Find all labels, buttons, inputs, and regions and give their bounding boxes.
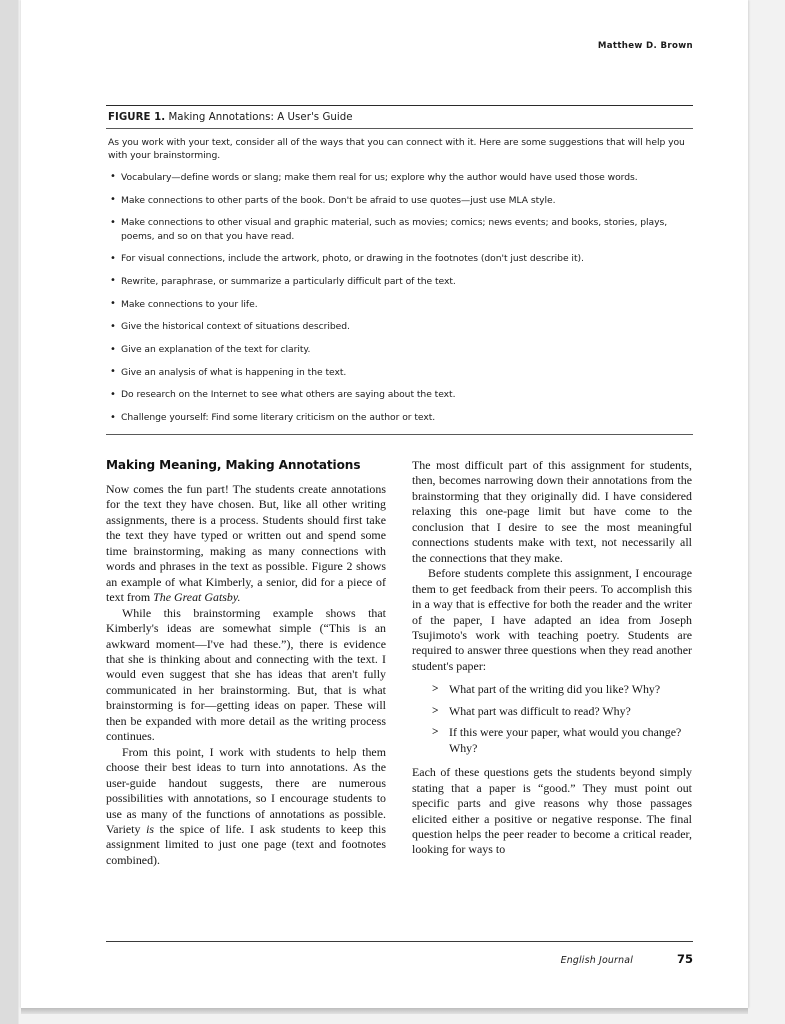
figure-bottom-rule xyxy=(106,434,693,435)
list-item xyxy=(108,343,693,356)
list-item-text: Give an analysis of what is happening in the text. xyxy=(121,366,347,378)
paragraph: Each of these questions gets the students beyond simply stating that a paper is “good.” They must point out specific parts and give reasons why those passages elicited either a positive or negative response. The final question helps the peer reader to become a critical reader, looking for ways to xyxy=(412,765,692,857)
list-item xyxy=(432,704,692,719)
list-item xyxy=(108,298,693,311)
list-item-text: Make connections to other parts of the book. Don't be afraid to use quotes—just use MLA style. xyxy=(121,194,556,206)
list-item xyxy=(108,366,693,379)
list-item xyxy=(108,388,693,401)
list-item xyxy=(108,275,693,288)
list-item-text: Give an explanation of the text for clarity. xyxy=(121,344,311,356)
list-item-text: What part was difficult to read? Why? xyxy=(449,703,631,718)
list-item-text: For visual connections, include the artwork, photo, or drawing in the footnotes (don't just describe it). xyxy=(121,253,584,265)
list-item-text: Challenge yourself: Find some literary criticism on the author or text. xyxy=(121,412,436,424)
list-item-text: What part of the writing did you like? Why? xyxy=(449,682,661,697)
document-page xyxy=(21,0,748,1008)
list-item xyxy=(108,320,693,333)
bullet-icon: • xyxy=(110,343,116,355)
paragraph-text: the spice of life. I ask students to keep this assignment limited to just one page (text and footnotes combined). xyxy=(106,821,386,867)
bullet-icon: • xyxy=(110,388,116,400)
list-item xyxy=(108,194,693,207)
paragraph-text: Now comes the fun part! The students create annotations for the text they have chosen. But, like all other writing assignments, there is a process. Students should first take the text they have typed or written out and spend some time brainstorming, making as many connections with words and phrases in the text as possible. Figure 2 shows an example of what Kimberly, a senior, did for a piece of text from xyxy=(106,482,386,605)
left-column xyxy=(106,458,386,868)
paragraph: The most difficult part of this assignment for students, then, becomes narrowing down their annotations from the brainstorming that they originally did. I have considered relaxing this one-page limit but have come to the conclusion that I desire to see the most meaningful connections students make with text, not necessarily all the connections that they make. xyxy=(412,458,692,565)
list-item-text: Do research on the Internet to see what others are saying about the text. xyxy=(121,389,456,401)
arrow-marker-icon: > xyxy=(432,683,439,696)
page-bottom-shadow xyxy=(21,1008,748,1014)
paragraph-text: From this point, I work with students to help them choose their best ideas to turn into annotations. As the user-guide handout suggests, there are numerous possibilities with annotations, so I encourage students to use as many of the functions of annotations as possible. Variety xyxy=(106,744,386,836)
figure-number-label: FIGURE 1. xyxy=(108,111,166,123)
bullet-icon: • xyxy=(110,194,116,206)
paragraph: Before students complete this assignment, I encourage them to get feedback from their peers. To accomplish this in a way that is effective for both the reader and the writer of the paper, I have adapted an idea from Joseph Tsujimoto's work with teaching poetry. Students are required to answer three questions when they read another student's paper: xyxy=(412,566,692,673)
list-item xyxy=(108,216,693,242)
bullet-icon: • xyxy=(110,171,116,183)
right-column xyxy=(412,458,692,868)
running-head-author: Matthew D. Brown xyxy=(597,41,693,51)
footer-inner xyxy=(106,942,693,966)
peer-question-list xyxy=(412,682,692,756)
bullet-icon: • xyxy=(110,298,116,310)
figure-bullet-list xyxy=(108,171,693,424)
list-item xyxy=(108,252,693,265)
list-item xyxy=(108,171,693,184)
arrow-marker-icon: > xyxy=(432,726,439,739)
emphasis-italic: is xyxy=(146,821,155,836)
figure-title xyxy=(106,106,693,128)
paragraph xyxy=(106,745,386,869)
figure-intro-text: As you work with your text, consider all of the ways that you can connect with it. Here are some suggestions that will help you with your brainstorming. xyxy=(108,136,685,161)
page-footer xyxy=(106,941,693,966)
arrow-marker-icon: > xyxy=(432,704,439,717)
bullet-icon: • xyxy=(110,252,116,264)
list-item-text: Make connections to other visual and graphic material, such as movies; comics; news events; and books, stories, plays, poems, and so on that you have read. xyxy=(121,217,668,242)
list-item-text: Make connections to your life. xyxy=(121,298,258,310)
paragraph: While this brainstorming example shows that Kimberly's ideas are somewhat simple (“This is an awkward moment—I've had these.”), there is evidence that she is thinking about and connecting with the text. I would even suggest that she has ideas that aren't fully communicated in her brainstorming. But, that is what brainstorming is for—getting ideas on paper. These will then be expanded with more detail as the writing process continues. xyxy=(106,605,386,744)
paragraph xyxy=(106,482,386,606)
list-item-text: Rewrite, paraphrase, or summarize a particularly difficult part of the text. xyxy=(121,275,456,287)
list-item xyxy=(108,411,693,424)
list-item xyxy=(432,682,692,697)
journal-name: English Journal xyxy=(560,955,633,966)
article-columns xyxy=(106,458,693,868)
bullet-icon: • xyxy=(110,275,116,287)
figure-1-box xyxy=(106,105,693,435)
bullet-icon: • xyxy=(110,366,116,378)
book-title-italic: The Great Gatsby. xyxy=(153,590,241,605)
list-item-text: Vocabulary—define words or slang; make them real for us; explore why the author would have used those words. xyxy=(121,171,638,183)
list-item xyxy=(432,725,692,756)
page-content xyxy=(106,0,693,1008)
bullet-icon: • xyxy=(110,411,116,423)
list-item-text: Give the historical context of situations described. xyxy=(121,321,350,333)
bullet-icon: • xyxy=(110,216,116,228)
list-item-text: If this were your paper, what would you change? Why? xyxy=(449,725,682,755)
bullet-icon: • xyxy=(110,320,116,332)
page-number: 75 xyxy=(676,952,693,966)
figure-body xyxy=(106,129,693,435)
section-heading: Making Meaning, Making Annotations xyxy=(106,458,361,472)
figure-title-text: Making Annotations: A User's Guide xyxy=(168,111,353,123)
